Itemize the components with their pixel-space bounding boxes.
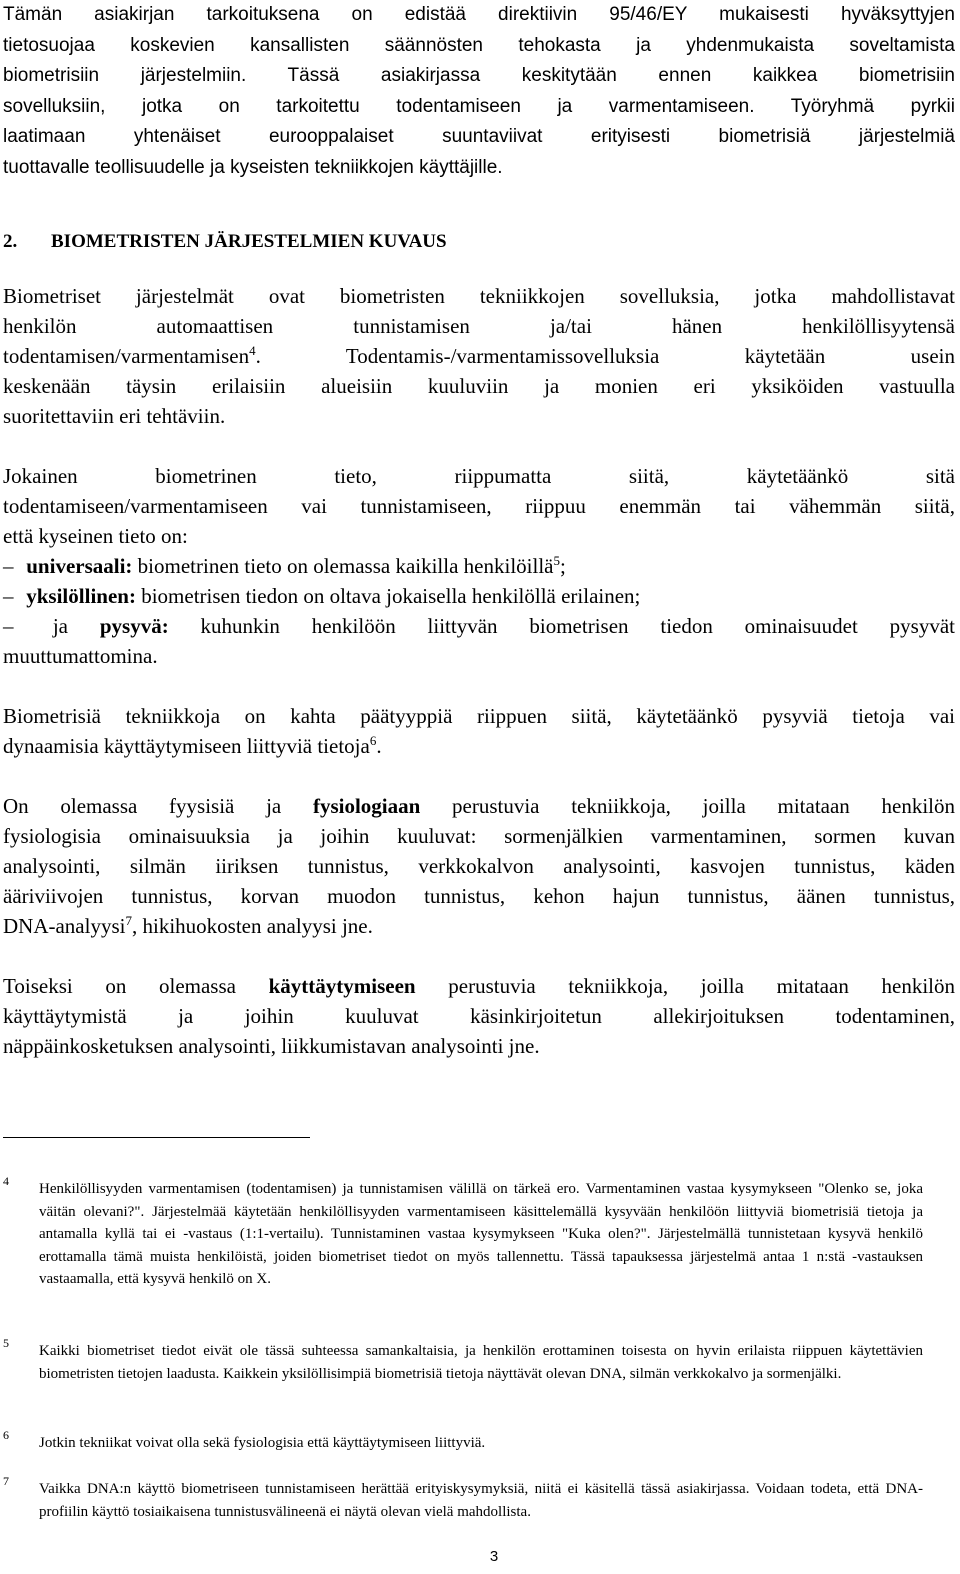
page-number: 3: [489, 1548, 499, 1565]
text-run: biometrinen tieto on olemassa kaikilla henkilöillä: [132, 554, 554, 578]
text-line: fysiologisia ominaisuuksia ja joihin kuuluvat: sormenjälkien varmentaminen, sormen kuvan: [3, 824, 955, 848]
term-unique: yksilöllinen:: [26, 584, 136, 608]
paragraph-biometric-properties: [3, 461, 955, 671]
text-run: DNA-analyysi: [3, 914, 126, 938]
footnote-ref-4[interactable]: 4: [249, 343, 256, 358]
text-run: biometrisen tiedon on oltava jokaisella henkilöllä erilainen;: [135, 584, 641, 608]
term-physiological: fysiologiaan: [312, 794, 421, 818]
text-run: todentamisen/varmentamisen: [3, 344, 250, 368]
text-line: Jokainen biometrinen tieto, riippumatta siitä, käytetäänkö sitä: [3, 464, 955, 488]
text-run: ja: [52, 614, 68, 638]
footnote-ref-5[interactable]: 5: [553, 553, 560, 568]
text-line: keskenään täysin erilaisiin alueisiin kuuluviin ja monien eri yksiköiden vastuulla: [3, 374, 955, 398]
footnote-ref-7[interactable]: 7: [125, 913, 132, 928]
text-line: [3, 731, 955, 761]
text-line: käyttäytymistä ja joihin kuuluvat käsinkirjoitetun allekirjoituksen todentaminen,: [3, 1004, 955, 1028]
footnote-text: Henkilöllisyyden varmentamisen (todentamisen) ja tunnistamisen välillä on tärkeä ero. Varmentaminen vastaa kysymykseen "Olenko se, joka väitän olevani?". Järjestelmää käytetään henkilöllisyyden varmentamiseen käsittelemällä kysyvään henkilöön liittyviä biometrisiä tietoja ja antamalla kyllä tai ei -vastaus (1:1-vertailu). Tunnistaminen vastaa kysymykseen "Kuka olen?". Järjestelmällä tunnistetaan kysyvä henkilö erottamalla tämä muista henkilöistä, joiden biometriset tiedot on myös tallennettu. Tässä tapauksessa järjestelmä antaa 1 n:stä -vastauksen vastaamalla, että kysyvä henkilö on X.: [39, 1181, 923, 1287]
text-line: suoritettaviin eri tehtäviin.: [3, 404, 226, 428]
text-line: Biometrisiä tekniikkoja on kahta päätyyppiä riippuen siitä, käytetäänkö pysyviä tietoja vai: [3, 704, 955, 728]
footnote-mark: 7: [3, 1474, 9, 1488]
footnote-text: Jotkin tekniikat voivat olla sekä fysiologisia että käyttäytymiseen liittyviä.: [39, 1435, 486, 1451]
term-behavioural: käyttäytymiseen: [268, 974, 416, 998]
section-title: BIOMETRISTEN JÄRJESTELMIEN KUVAUS: [51, 231, 447, 252]
paragraph-physiological: [3, 791, 955, 941]
text-run: .: [376, 734, 382, 758]
text-run: . Todentamis-/varmentamissovelluksia käytetään usein: [255, 344, 955, 368]
text-run: perustuvia tekniikkoja, joilla mitataan henkilön: [415, 974, 956, 998]
list-item-permanent: [3, 611, 955, 641]
footnote-6: [3, 1428, 955, 1455]
paragraph-technique-types: [3, 701, 955, 761]
section-heading: [3, 228, 447, 256]
intro-line: sovelluksiin, jotka on tarkoitettu todentamiseen ja varmentamiseen. Työryhmä pyrkii: [3, 95, 955, 117]
text-run: kuhunkin henkilöön liittyvän biometrisen tiedon ominaisuudet pysyvät: [168, 614, 956, 638]
text-run: Toiseksi on olemassa: [3, 974, 269, 998]
intro-line: laatimaan yhtenäiset eurooppalaiset suuntaviivat erityisesti biometrisiä järjestelmiä: [3, 126, 955, 147]
text-run: On olemassa fyysisiä ja: [3, 794, 313, 818]
text-line: näppäinkosketuksen analysointi, liikkumistavan analysointi jne.: [3, 1034, 540, 1058]
dash-bullet: –: [3, 554, 14, 578]
list-item-universal: [3, 551, 955, 581]
footnote-mark: 6: [3, 1428, 9, 1442]
text-line: [3, 971, 955, 1001]
intro-line: biometrisiin järjestelmiin. Tässä asiakirjassa keskitytään ennen kaikkea biometrisiin: [3, 65, 955, 86]
term-permanent: pysyvä:: [99, 614, 169, 638]
footnote-mark: 4: [3, 1174, 9, 1188]
text-run: perustuvia tekniikkoja, joilla mitataan henkilön: [420, 794, 955, 818]
paragraph-systems-description: [3, 281, 955, 431]
list-item-unique: [3, 581, 955, 611]
footnote-text: Vaikka DNA:n käyttö biometriseen tunnistamiseen herättää erityiskysymyksiä, niitä ei käsitellä tässä asiakirjassa. Voidaan todeta, että DNA-profiilin käyttö tosiaikaisena tunnistusvälineenä ei näytä olevan vielä mahdollista.: [39, 1481, 923, 1520]
text-line: ääriviivojen tunnistus, korvan muodon tunnistus, kehon hajun tunnistus, äänen tunnistus,: [3, 884, 955, 908]
footnote-ref-6[interactable]: 6: [369, 733, 377, 748]
text-run: dynaamisia käyttäytymiseen liittyviä tietoja: [3, 734, 370, 758]
footnote-mark: 5: [3, 1336, 9, 1350]
section-number: 2.: [3, 231, 18, 252]
paragraph-behavioural: [3, 971, 955, 1061]
text-line: todentamiseen/varmentamiseen vai tunnistamiseen, riippuu enemmän tai vähemmän siitä,: [3, 494, 955, 518]
intro-line: tietosuojaa koskevien kansallisten säännösten tehokasta ja yhdenmukaista soveltamista: [3, 34, 955, 56]
footnote-text: Kaikki biometriset tiedot eivät ole tässä suhteessa samankaltaisia, ja henkilön erottaminen toisesta on hyvin erilaista riippuen käytettävien biometristen tietojen laadusta. Kaikkein yksilöllisimpiä biometrisiä tietoja näyttävät olevan DNA, silmän verkkokalvo ja sormenjälki.: [39, 1343, 923, 1382]
text-line: [3, 911, 955, 941]
text-run: ;: [560, 554, 566, 578]
dash-bullet: –: [3, 614, 14, 638]
text-line: [3, 341, 955, 371]
text-line: Biometriset järjestelmät ovat biometristen tekniikkojen sovelluksia, jotka mahdollistavat: [3, 284, 955, 308]
dash-bullet: –: [3, 584, 14, 608]
text-line: että kyseinen tieto on:: [3, 524, 188, 548]
intro-line: tuottavalle teollisuudelle ja kyseisten tekniikkojen käyttäjille.: [3, 156, 503, 178]
footnote-4: [3, 1174, 955, 1291]
term-universal: universaali:: [26, 554, 133, 578]
footnote-separator: [3, 1137, 310, 1138]
text-line: [3, 791, 955, 821]
intro-line: Tämän asiakirjan tarkoituksena on edistää direktiivin 95/46/EY mukaisesti hyväksyttyjen: [3, 4, 955, 25]
footnote-7: [3, 1474, 955, 1523]
intro-paragraph: [3, 0, 955, 183]
text-run: , hikihuokosten analyysi jne.: [131, 914, 373, 938]
text-line: henkilön automaattisen tunnistamisen ja/tai hänen henkilöllisyytensä: [3, 314, 955, 338]
text-line: analysointi, silmän iiriksen tunnistus, verkkokalvon analysointi, kasvojen tunnistus, käden: [3, 854, 955, 878]
text-line: muuttumattomina.: [3, 644, 158, 668]
footnote-5: [3, 1336, 955, 1385]
